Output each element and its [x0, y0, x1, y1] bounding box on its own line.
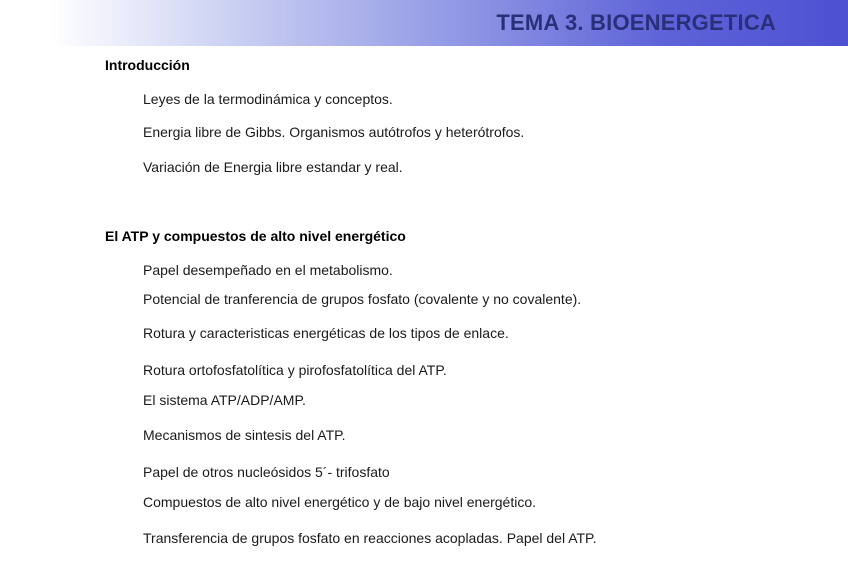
list-item: Energia libre de Gibbs. Organismos autótrofos y heterótrofos. — [143, 124, 525, 140]
list-item: Variación de Energia libre estandar y real. — [143, 159, 403, 175]
title-bar — [0, 0, 848, 46]
list-item: Rotura y caracteristicas energéticas de los tipos de enlace. — [143, 325, 509, 341]
list-item: Papel desempeñado en el metabolismo. — [143, 262, 393, 278]
list-item: Transferencia de grupos fosfato en reacciones acopladas. Papel del ATP. — [143, 530, 597, 546]
list-item: Potencial de tranferencia de grupos fosfato (covalente y no covalente). — [143, 291, 582, 307]
section-heading-introduccion: Introducción — [105, 57, 190, 73]
list-item: Papel de otros nucleósidos 5´- trifosfato — [143, 464, 390, 480]
list-item: Compuestos de alto nivel energético y de bajo nivel energético. — [143, 494, 537, 510]
list-item: Rotura ortofosfatolítica y pirofosfatolítica del ATP. — [143, 362, 447, 378]
section-heading-atp: El ATP y compuestos de alto nivel energético — [105, 228, 406, 244]
list-item: El sistema ATP/ADP/AMP. — [143, 392, 306, 408]
list-item: Leyes de la termodinámica y conceptos. — [143, 91, 393, 107]
list-item: Mecanismos de sintesis del ATP. — [143, 427, 346, 443]
page-title: TEMA 3. BIOENERGETICA — [496, 10, 776, 35]
